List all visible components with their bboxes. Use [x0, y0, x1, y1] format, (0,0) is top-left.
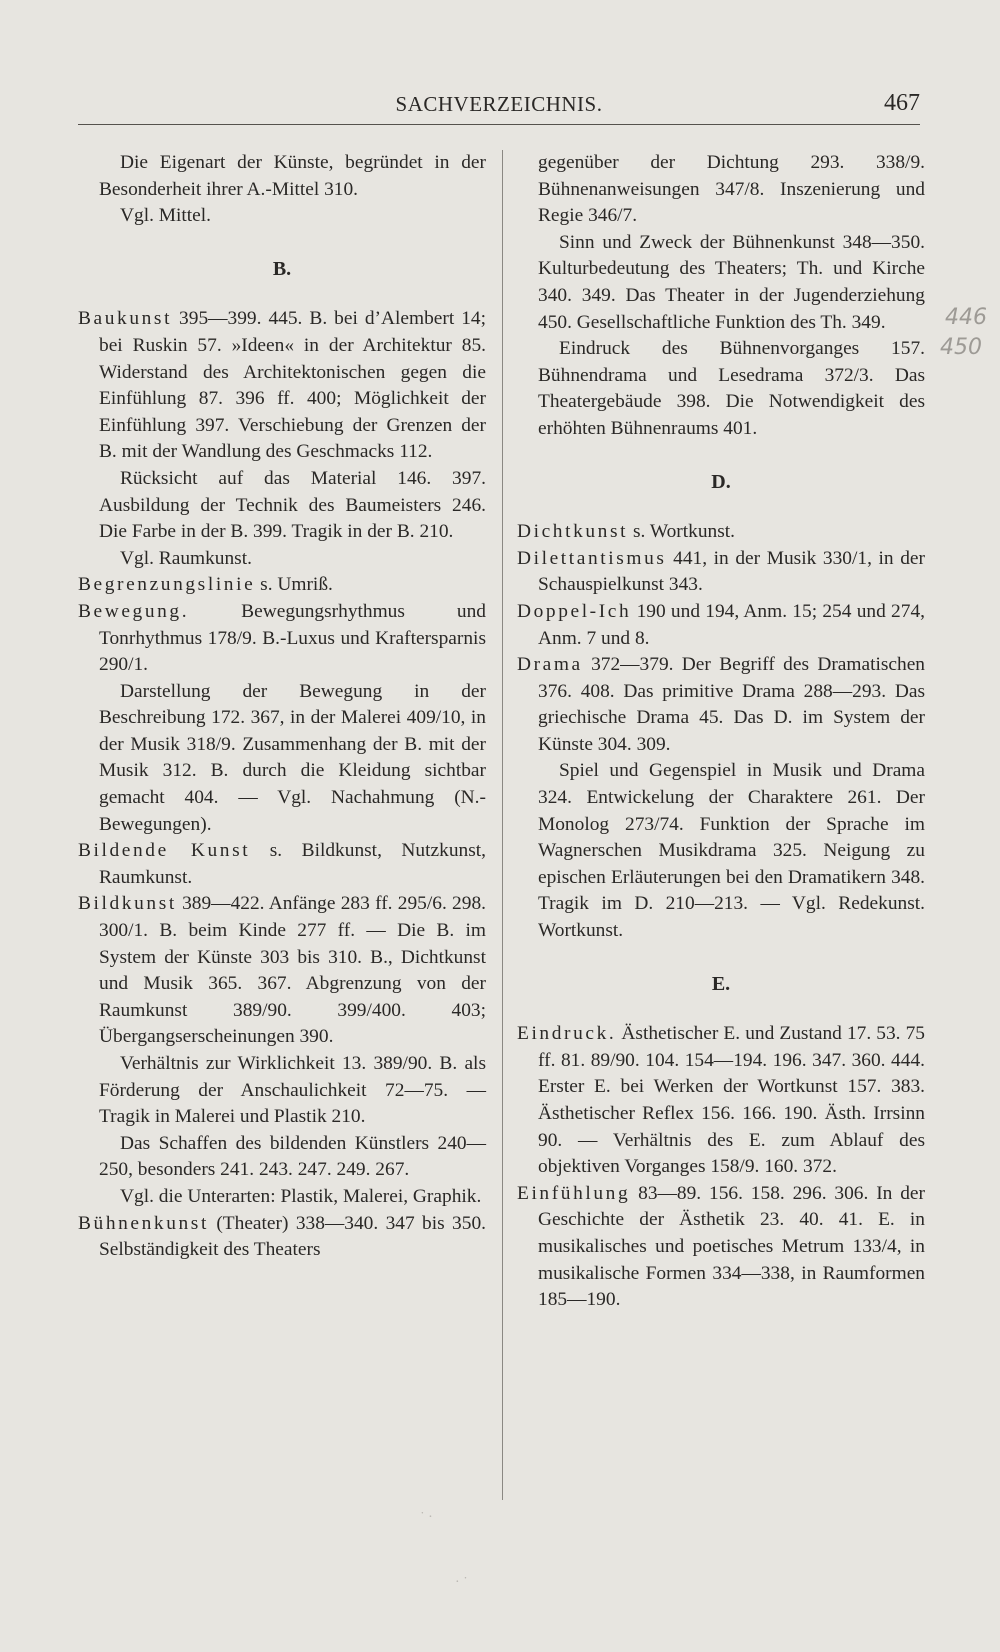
- index-entry-drama: [517, 652, 925, 758]
- entry-text: s. Wortkunst.: [628, 521, 736, 543]
- entry-paragraph: Sinn und Zweck der Bühnenkunst 348—350. Kulturbedeutung des Theaters; Th. und Kirche 340. 349. Das Theater in der Jugenderziehung 450. Gesellschaftliche Funktion des Th. 349.: [538, 231, 925, 333]
- index-entry-begrenzungslinie: [78, 572, 486, 599]
- entry-keyword: Begrenzungslinie: [78, 574, 256, 596]
- entry-text: 395—399. 445. B. bei d’Alembert 14; bei Ruskin 57. »Ideen« in der Architektur 85. Widerstand des Architektonischen gegen die Einfühlung 87. 396 ff. 400; Möglichkeit der Einfühlung 397. Verschiebung der Grenzen der B. mit der Wandlung des Geschmacks 112.: [99, 308, 486, 463]
- pencil-annotation: 450: [940, 335, 982, 360]
- entry-keyword: Dilettantismus: [517, 547, 667, 569]
- entry-see-also: Vgl. Raumkunst.: [120, 547, 252, 569]
- entry-keyword: Einfühlung: [517, 1182, 631, 1204]
- entry-paragraph: Rücksicht auf das Material 146. 397. Ausbildung der Technik des Baumeisters 246. Die Farbe in der B. 399. Tragik in der B. 210.: [99, 467, 486, 543]
- entry-keyword: Bühnenkunst: [78, 1212, 209, 1234]
- entry-keyword: Bewegung.: [78, 600, 190, 622]
- entry-paragraph: Verhältnis zur Wirklichkeit 13. 389/90. B. als Förderung der Anschaulichkeit 72—75. — Tragik in Malerei und Plastik 210.: [99, 1053, 486, 1128]
- running-head: SACHVERZEICHNIS.: [395, 92, 603, 116]
- index-entry-bewegung: [78, 599, 486, 679]
- column-divider: [502, 150, 503, 1500]
- entry-text: 441, in der Musik 330/1, in der Schauspielkunst 343.: [538, 547, 925, 596]
- entry-text: s. Bildkunst, Nutzkunst, Raumkunst.: [99, 840, 486, 888]
- paper-speck: ˙ ·: [420, 1510, 433, 1525]
- entry-text: 190 und 194, Anm. 15; 254 und 274, Anm. 7 und 8.: [538, 600, 925, 649]
- index-entry-dilettantismus: [517, 546, 925, 599]
- entry-keyword: Bildkunst: [78, 893, 177, 915]
- entry-text: 389—422. Anfänge 283 ff. 295/6. 298. 300/1. B. beim Kinde 277 ff. — Die B. im System der Künste 303 bis 310. B., Dichtkunst und Musik 365. 367. Abgrenzung von der Raumkunst 389/90. 399/400. 403; Übergangserscheinungen 390.: [99, 893, 486, 1048]
- intro-see-also: Vgl. Mittel.: [120, 205, 212, 227]
- section-letter-b: B.: [272, 257, 292, 280]
- page-header: [78, 84, 920, 125]
- right-column: [517, 150, 925, 1314]
- entry-keyword: Drama: [517, 654, 583, 676]
- index-entry-bildkunst: [78, 891, 486, 1051]
- entry-paragraph: Das Schaffen des bildenden Künstlers 240—250, besonders 241. 243. 247. 249. 267.: [99, 1132, 486, 1181]
- entry-paragraph: Spiel und Gegenspiel in Musik und Drama 324. Entwickelung der Charaktere 261. Der Monolog 273/74. Funktion der Sprache im Wagnerschen Musikdrama 325. Neigung zu epischen Erläuterungen bei den Dramatikern 348. Tragik im D. 210—213. — Vgl. Redekunst. Wortkunst.: [538, 760, 925, 942]
- page-number: 467: [884, 90, 920, 116]
- index-entry-einfuehlung: [517, 1181, 925, 1314]
- entry-keyword: Doppel-Ich: [517, 600, 632, 622]
- entry-continuation: gegenüber der Dichtung 293. 338/9. Bühnenanweisungen 347/8. Inszenierung und Regie 346/7.: [538, 152, 925, 227]
- entry-keyword: Bildende Kunst: [78, 840, 251, 862]
- entry-text: (Theater) 338—340. 347 bis 350. Selbständigkeit des Theaters: [99, 1212, 486, 1261]
- entry-keyword: Eindruck.: [517, 1023, 617, 1045]
- section-letter-d: D.: [711, 470, 731, 493]
- intro-paragraph: Die Eigenart der Künste, begründet in der Besonderheit ihrer A.-Mittel 310.: [99, 152, 486, 200]
- entry-text: Bewegungsrhythmus und Tonrhythmus 178/9. B.-Luxus und Kraftersparnis 290/1.: [99, 600, 486, 676]
- index-entry-doppel-ich: [517, 599, 925, 652]
- pencil-annotation: 446: [945, 305, 987, 330]
- index-entry-bildende-kunst: [78, 838, 486, 891]
- entry-paragraph: Darstellung der Bewegung in der Beschreibung 172. 367, in der Malerei 409/10, in der Musik 318/9. Zusammenhang der B. mit der Musik 312. B. durch die Kleidung sichtbar gemacht 404. — Vgl. Nachahmung (N.-Bewegungen).: [99, 680, 486, 835]
- section-letter-e: E.: [711, 972, 731, 995]
- entry-keyword: Dichtkunst: [517, 521, 629, 543]
- entry-keyword: Baukunst: [78, 308, 173, 330]
- index-entry-eindruck: [517, 1021, 925, 1181]
- index-entry-dichtkunst: [517, 519, 925, 546]
- entry-text: Ästhetischer E. und Zustand 17. 53. 75 ff. 81. 89/90. 104. 154—194. 196. 347. 360. 444. Erster E. bei Werken der Wortkunst 157. 383. Ästhetischer Reflex 156. 166. 190. Ästh. Irrsinn 90. — Verhältnis des E. zum Ablauf des objektiven Vorganges 158/9. 160. 372.: [538, 1023, 925, 1178]
- paper-speck: · ˙: [455, 1575, 468, 1590]
- entry-see-also: Vgl. die Unterarten: Plastik, Malerei, Graphik.: [120, 1185, 482, 1207]
- entry-text: s. Umriß.: [255, 574, 333, 596]
- entry-paragraph: Eindruck des Bühnenvorganges 157. Bühnendrama und Lesedrama 372/3. Das Theatergebäude 398. Die Notwendigkeit des erhöhten Bühnenraums 401.: [538, 338, 925, 439]
- entry-text: 83—89. 156. 158. 296. 306. In der Geschichte der Ästhetik 23. 40. 41. E. in musikalisches und poetisches Metrum 133/4, in musikalische Formen 334—338, in Raumformen 185—190.: [538, 1182, 925, 1311]
- index-entry-baukunst: [78, 306, 486, 466]
- left-column: [78, 150, 486, 1264]
- index-entry-buehnenkunst: [78, 1211, 486, 1264]
- entry-text: 372—379. Der Begriff des Dramatischen 376. 408. Das primitive Drama 288—293. Das griechische Drama 45. Das D. im System der Künste 304. 309.: [538, 654, 925, 755]
